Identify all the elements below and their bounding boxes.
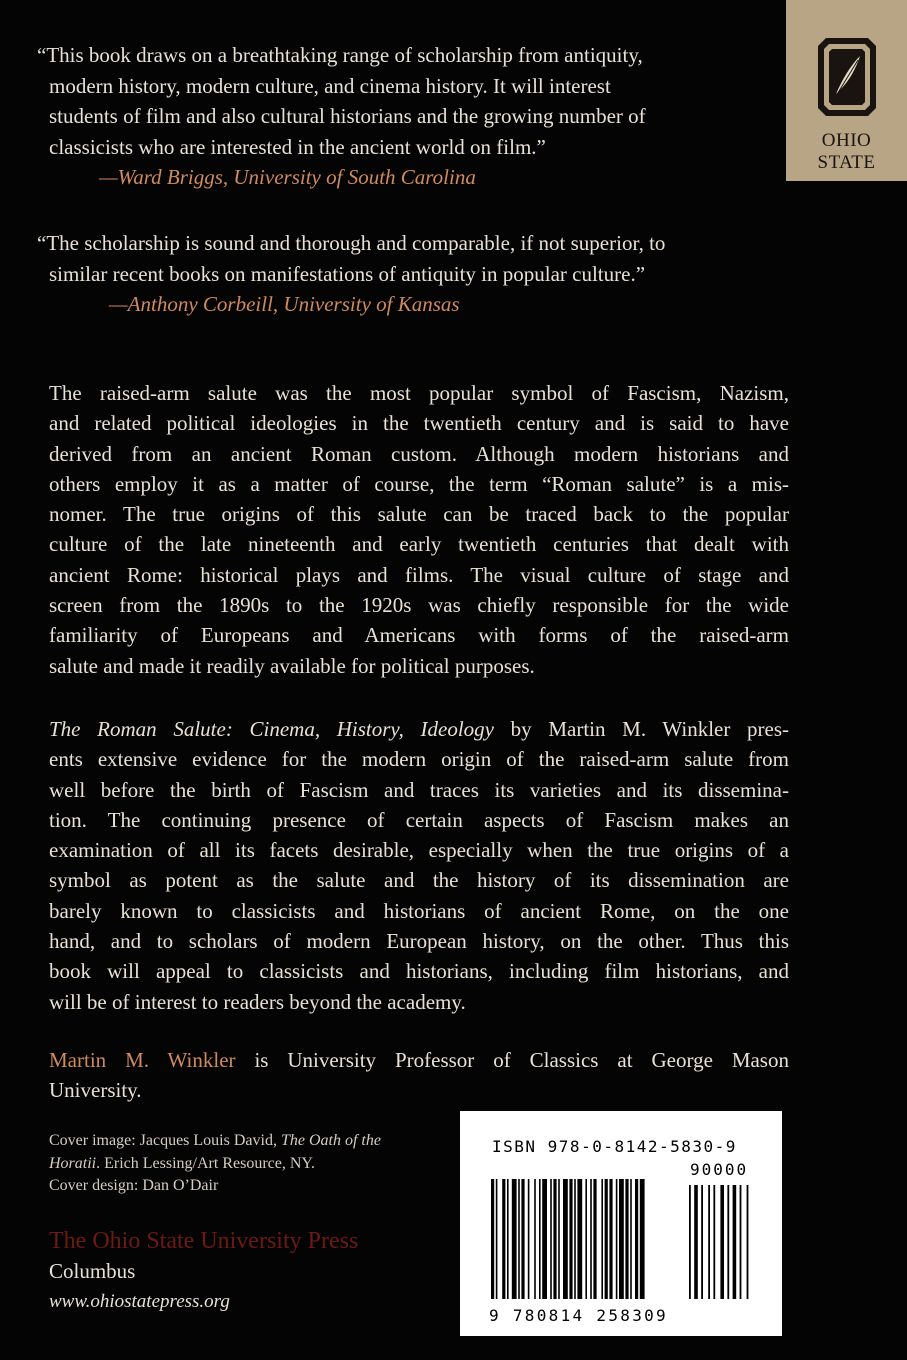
addon-bar bbox=[694, 1185, 698, 1299]
barcode-bar bbox=[630, 1179, 632, 1299]
addon-bar bbox=[701, 1185, 703, 1299]
quote-attribution: —Anthony Corbeill, University of Kansas bbox=[109, 292, 460, 316]
description-line: nomer. The true origins of this salute can be traced back to the popular bbox=[49, 502, 789, 527]
barcode-bar bbox=[593, 1179, 596, 1299]
addon-bar bbox=[713, 1185, 715, 1299]
description-line: familiarity of Europeans and Americans with forms of the raised-arm bbox=[49, 623, 789, 648]
summary-line: examination of all its facets desirable, especially when the true origins of a bbox=[49, 838, 789, 863]
barcode-bar bbox=[563, 1179, 568, 1299]
book-title: The Roman Salute: Cinema, History, Ideology bbox=[49, 717, 494, 741]
barcode-bar bbox=[521, 1179, 524, 1299]
barcode-bar bbox=[507, 1179, 509, 1299]
barcode-bar bbox=[518, 1179, 520, 1299]
addon-bar bbox=[720, 1185, 724, 1299]
blurb-quote-1 bbox=[37, 40, 782, 193]
barcode-bar bbox=[619, 1179, 624, 1299]
description-paragraph bbox=[49, 378, 789, 681]
addon-bar bbox=[708, 1185, 710, 1299]
quote-line: modern history, modern culture, and cinema history. It will interest bbox=[49, 73, 611, 98]
quill-shield-icon bbox=[816, 36, 878, 118]
artwork-title: Horatii bbox=[49, 1154, 97, 1172]
publisher-url[interactable]: www.ohiostatepress.org bbox=[49, 1291, 230, 1312]
barcode-bar bbox=[558, 1179, 560, 1299]
price-addon-code: 90000 bbox=[690, 1160, 749, 1179]
barcode-bar bbox=[491, 1179, 494, 1299]
quote-line: classicists who are interested in the ancient world on film.” bbox=[49, 134, 546, 159]
barcode-bars bbox=[483, 1179, 763, 1307]
author-name: Martin M. Winkler bbox=[49, 1048, 236, 1072]
summary-line: barely known to classicists and historians of ancient Rome, on the one bbox=[49, 898, 789, 923]
credit-text: Cover image: Jacques Louis David, bbox=[49, 1132, 281, 1149]
blurb-quote-2 bbox=[37, 228, 782, 320]
description-line: ancient Rome: historical plays and films. The visual culture of stage and bbox=[49, 562, 789, 587]
summary-line: will be of interest to readers beyond the academy. bbox=[49, 989, 466, 1014]
summary-line: well before the birth of Fascism and traces its varieties and its dissemina- bbox=[49, 777, 789, 802]
addon-bar bbox=[733, 1185, 737, 1299]
summary-line-rest: by Martin M. Winkler pres- bbox=[493, 717, 789, 741]
description-line: others employ it as a matter of course, the term “Roman salute” is a mis- bbox=[49, 471, 789, 496]
summary-line: hand, and to scholars of modern European history, on the other. Thus this bbox=[49, 929, 789, 954]
barcode-bar bbox=[601, 1179, 603, 1299]
barcode-bar bbox=[577, 1179, 582, 1299]
description-line: The raised-arm salute was the most popular symbol of Fascism, Nazism, bbox=[49, 381, 789, 405]
barcode-bar bbox=[496, 1179, 498, 1299]
description-line: derived from an ancient Roman custom. Although modern historians and bbox=[49, 441, 789, 466]
barcode-bar bbox=[609, 1179, 612, 1299]
barcode-bar bbox=[569, 1179, 572, 1299]
barcode-digits: 9 780814 258309 bbox=[489, 1306, 668, 1325]
badge-line-1: OHIO bbox=[821, 130, 872, 151]
barcode-bar bbox=[539, 1179, 541, 1299]
addon-bar bbox=[747, 1185, 749, 1299]
summary-line: ents extensive evidence for the modern origin of the raised-arm salute from bbox=[49, 747, 789, 772]
cover-image-credit-cont bbox=[49, 1153, 449, 1176]
barcode-bar bbox=[550, 1179, 552, 1299]
barcode-bar bbox=[590, 1179, 592, 1299]
isbn-text: ISBN 978-0-8142-5830-9 bbox=[492, 1137, 737, 1156]
barcode-bar bbox=[616, 1179, 618, 1299]
addon-bar bbox=[740, 1185, 742, 1299]
addon-bar bbox=[727, 1185, 729, 1299]
artwork-title: The Oath of the bbox=[280, 1132, 381, 1149]
barcode-bar bbox=[605, 1179, 608, 1299]
author-bio bbox=[49, 1045, 789, 1106]
quote-line: students of film and also cultural historians and the growing number of bbox=[49, 104, 646, 128]
description-line: and related political ideologies in the twentieth century and is said to have bbox=[49, 411, 789, 436]
cover-design-credit: Cover design: Dan O’Dair bbox=[49, 1177, 219, 1194]
quote-line: “This book draws on a breathtaking range of scholarship from antiquity, bbox=[37, 43, 643, 67]
author-bio-line bbox=[49, 1045, 789, 1075]
barcode-bar bbox=[635, 1179, 638, 1299]
barcode-bar bbox=[574, 1179, 576, 1299]
publisher-block bbox=[49, 1226, 449, 1318]
barcode-bar bbox=[542, 1179, 547, 1299]
quote-attribution: —Ward Briggs, University of South Carolina bbox=[99, 165, 476, 189]
publisher-city: Columbus bbox=[49, 1259, 136, 1283]
quote-line: “The scholarship is sound and thorough and comparable, if not superior, to bbox=[37, 231, 666, 255]
barcode-bar bbox=[585, 1179, 587, 1299]
ohio-state-badge bbox=[786, 0, 907, 181]
quote-line: similar recent books on manifestations of antiquity in popular culture.” bbox=[49, 261, 646, 286]
summary-line: symbol as potent as the salute and the history of its dissemination are bbox=[49, 868, 789, 893]
badge-line-2: STATE bbox=[817, 152, 876, 173]
isbn-barcode bbox=[460, 1111, 782, 1336]
barcode-bar bbox=[534, 1179, 536, 1299]
barcode-bar bbox=[512, 1179, 517, 1299]
description-line: culture of the late nineteenth and early twentieth centuries that dealt with bbox=[49, 532, 789, 557]
description-line: salute and made it readily available for political purposes. bbox=[49, 653, 535, 678]
summary-paragraph bbox=[49, 714, 789, 1017]
author-bio-rest: is University Professor of Classics at George Mason bbox=[235, 1048, 789, 1072]
barcode-bar bbox=[553, 1179, 556, 1299]
publisher-name: The Ohio State University Press bbox=[49, 1228, 359, 1254]
cover-image-credit bbox=[49, 1130, 449, 1153]
barcode-bar bbox=[625, 1179, 628, 1299]
summary-line: book will appeal to classicists and historians, including film historians, and bbox=[49, 959, 789, 984]
addon-bar bbox=[689, 1185, 691, 1299]
summary-line bbox=[49, 714, 789, 744]
barcode-bar bbox=[528, 1179, 530, 1299]
cover-credits bbox=[49, 1130, 449, 1198]
description-line: screen from the 1890s to the 1920s was chiefly responsible for the wide bbox=[49, 593, 789, 618]
summary-line: tion. The continuing presence of certain aspects of Fascism makes an bbox=[49, 807, 789, 832]
barcode-bar bbox=[502, 1179, 505, 1299]
credit-text: . Erich Lessing/Art Resource, NY. bbox=[96, 1154, 315, 1172]
author-bio-line: University. bbox=[49, 1078, 142, 1103]
barcode-bar bbox=[640, 1179, 645, 1299]
